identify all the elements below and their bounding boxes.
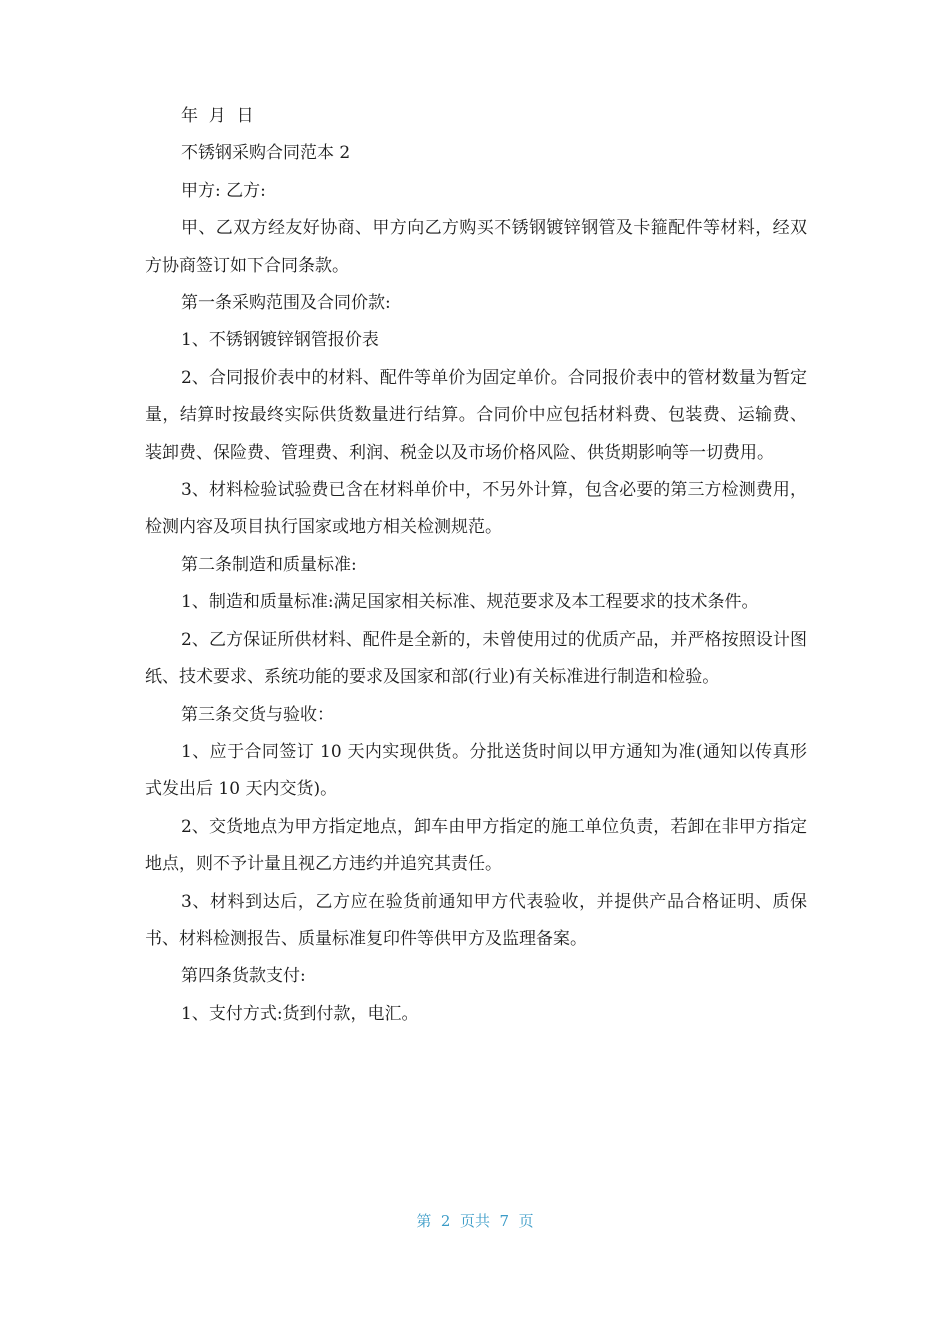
article-3-item-2: 2、交货地点为甲方指定地点，卸车由甲方指定的施工单位负责，若卸在非甲方指定地点，则不予计量且视乙方违约并追究其责任。 — [145, 816, 807, 875]
article-3-item-3: 3、材料到达后，乙方应在验货前通知甲方代表验收，并提供产品合格证明、质保书、材料检测报告、质量标准复印件等供甲方及监理备案。 — [145, 891, 807, 949]
article-3-item-1: 1、应于合同签订 10 天内实现供货。分批送货时间以甲方通知为准(通知以传真形式发出后 10 天内交货)。 — [145, 741, 807, 800]
article-1-item-2: 2、合同报价表中的材料、配件等单价为固定单价。合同报价表中的管材数量为暂定量，结算时按最终实际供货数量进行结算。合同价中应包括材料费、包装费、运输费、装卸费、保险费、管理费、利润、税金以及市场价格风险、供货期影响等一切费用。 — [145, 367, 807, 463]
article-4-heading: 第四条货款支付: — [181, 966, 306, 987]
article-4-item-1: 1、支付方式:货到付款，电汇。 — [181, 1003, 419, 1024]
document-body — [145, 98, 807, 1033]
article-2-item-1: 1、制造和质量标准:满足国家相关标准、规范要求及本工程要求的技术条件。 — [181, 592, 759, 613]
article-2-heading: 第二条制造和质量标准: — [181, 554, 357, 575]
preamble-paragraph: 甲、乙双方经友好协商、甲方向乙方购买不锈钢镀锌钢管及卡箍配件等材料，经双方协商签订如下合同条款。 — [145, 218, 807, 276]
article-3-heading: 第三条交货与验收： — [181, 704, 334, 725]
page-number-footer: 第 2 页共 7 页 — [416, 1212, 534, 1230]
article-1-item-3: 3、材料检验试验费已含在材料单价中，不另外计算，包含必要的第三方检测费用，检测内容及项目执行国家或地方相关检测规范。 — [145, 480, 807, 538]
article-1-item-1: 1、不锈钢镀锌钢管报价表 — [181, 330, 379, 351]
contract-title: 不锈钢采购合同范本 2 — [181, 143, 351, 164]
date-line: 年 月 日 — [181, 106, 254, 126]
parties-line: 甲方: 乙方: — [181, 180, 266, 201]
article-2-item-2: 2、乙方保证所供材料、配件是全新的，未曾使用过的优质产品，并严格按照设计图纸、技术要求、系统功能的要求及国家和部(行业)有关标准进行制造和检验。 — [145, 629, 807, 688]
article-1-heading: 第一条采购范围及合同价款: — [181, 293, 391, 314]
